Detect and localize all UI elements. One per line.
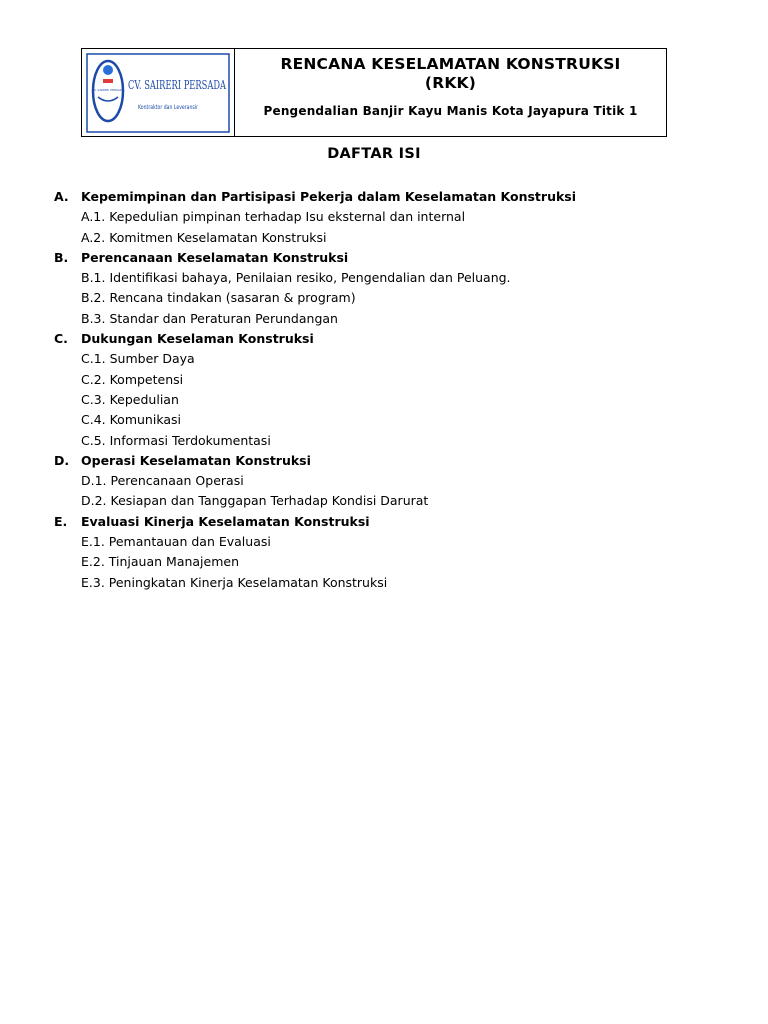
section-title: Dukungan Keselaman Konstruksi: [81, 331, 314, 347]
toc-title: DAFTAR ISI: [327, 146, 421, 162]
toc-subsection-item: B.3. Standar dan Peraturan Perundangan: [81, 310, 338, 326]
toc-subsection-item: A.2. Komitmen Keselamatan Konstruksi: [81, 229, 327, 245]
toc-section-heading: [54, 512, 744, 532]
section-letter: B.: [54, 249, 69, 265]
toc-subsection-item: B.1. Identifikasi bahaya, Penilaian resiko, Pengendalian dan Peluang.: [81, 270, 511, 286]
toc-subsection-item: B.2. Rencana tindakan (sasaran & program): [81, 290, 356, 306]
document-header: [81, 48, 667, 137]
section-letter: A.: [54, 189, 69, 204]
toc-section-heading: [54, 451, 744, 471]
section-title: Evaluasi Kinerja Keselamatan Konstruksi: [81, 513, 370, 529]
section-title: Kepemimpinan dan Partisipasi Pekerja dalam Keselamatan Konstruksi: [81, 189, 577, 204]
toc-subsection-item: C.3. Kepedulian: [81, 391, 179, 407]
toc-subsection-item: D.1. Perencanaan Operasi: [81, 473, 244, 489]
toc-subsection-item: D.2. Kesiapan dan Tanggapan Terhadap Kondisi Darurat: [81, 493, 429, 509]
toc-subsection-item: E.1. Pemantauan dan Evaluasi: [81, 534, 271, 550]
section-title: Perencanaan Keselamatan Konstruksi: [81, 249, 349, 265]
logo-tagline: Kontraktor dan Leveransir: [138, 102, 199, 111]
company-logo: [86, 53, 230, 133]
toc-subsection-item: E.2. Tinjauan Manajemen: [81, 554, 240, 570]
toc-subsection-item: A.1. Kepedulian pimpinan terhadap Isu eksternal dan internal: [81, 209, 466, 225]
toc-section-heading: [54, 329, 744, 349]
toc-subsection-item: C.4. Komunikasi: [81, 412, 181, 428]
section-letter: D.: [54, 452, 70, 468]
title-cell: [235, 49, 666, 136]
toc-subsection-item: C.1. Sumber Daya: [81, 351, 195, 367]
section-title: Operasi Keselamatan Konstruksi: [81, 452, 311, 468]
toc-subsection-item: C.5. Informasi Terdokumentasi: [81, 432, 271, 448]
toc-subsection-item: C.2. Kompetensi: [81, 371, 184, 387]
project-subtitle: Pengendalian Banjir Kayu Manis Kota Jayapura Titik 1: [263, 104, 638, 118]
logo-company-name: CV. SAIRERI PERSADA: [128, 76, 227, 92]
toc-section-heading: [54, 248, 744, 268]
logo-emblem-text: CV. SAIRERI PERSADA: [91, 87, 125, 92]
section-letter: C.: [54, 331, 68, 347]
section-letter: E.: [54, 513, 68, 529]
toc-section-heading: [54, 187, 744, 207]
title-line-2: (RKK): [424, 74, 477, 92]
document-title: [235, 55, 666, 93]
title-line-1: RENCANA KESELAMATAN KONSTRUKSI: [280, 55, 621, 73]
toc-subsection-item: E.3. Peningkatan Kinerja Keselamatan Konstruksi: [81, 574, 388, 590]
table-of-contents: [54, 187, 744, 593]
logo-cell: [82, 49, 235, 136]
